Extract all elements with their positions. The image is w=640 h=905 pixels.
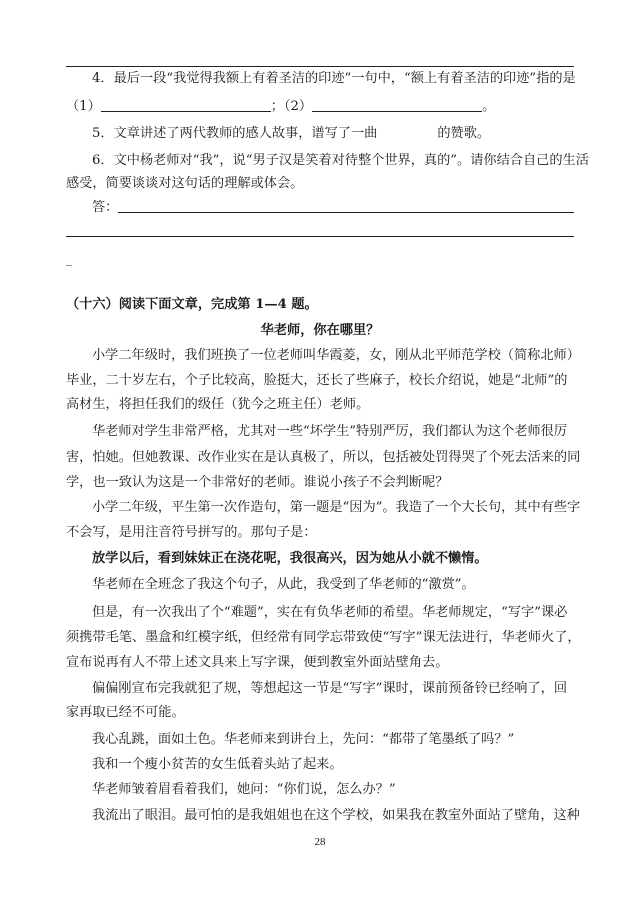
page-number: 28 bbox=[314, 836, 326, 848]
article-line: 我心乱跳，面如土色。华老师来到讲台上，先问：“都带了笔墨纸了吗？” bbox=[92, 732, 515, 747]
article-line: 须携带毛笔、墨盒和红模字纸，但经常有同学忘带致使“写字”课无法进行，华老师火了， bbox=[66, 630, 581, 645]
question-4: 4．最后一段“我觉得我额上有着圣洁的印迹”一句中，“额上有着圣洁的印迹”指的是 bbox=[92, 71, 576, 86]
answer-line bbox=[66, 198, 574, 218]
question-6-line-2: 感受，简要谈谈对这句话的理解或体会。 bbox=[66, 176, 304, 191]
article-line: 小学二年级时，我们班换了一位老师叫华霞菱，女，刚从北平师范学校（简称北师） bbox=[92, 348, 580, 363]
question-5 bbox=[66, 124, 574, 144]
q5-before: 5．文章讲述了两代教师的感人故事，谱写了一曲 bbox=[92, 126, 378, 141]
stray-underscore: _ bbox=[66, 252, 72, 266]
article-line: 不会写，是用注音符号拼写的。那句子是： bbox=[66, 525, 317, 540]
answer-field[interactable] bbox=[118, 199, 574, 213]
article-line: 我和一个瘦小贫苦的女生低着头站了起来。 bbox=[92, 757, 343, 772]
article-line: 毕业，二十岁左右，个子比较高，脸挺大，还长了些麻子，校长介绍说，她是“北师”的 bbox=[66, 373, 568, 388]
article-line: 我流出了眼泪。最可怕的是我姐姐也在这个学校，如果我在教室外面站了壁角，这种 bbox=[92, 808, 580, 823]
article-line: 害，怕她。但她教课、改作业实在是认真极了，所以，包括被处罚得哭了个死去活来的同 bbox=[66, 450, 581, 465]
article-line: 学，也一致认为这是一个非常好的老师。谁说小孩子不会判断呢？ bbox=[66, 475, 449, 490]
top-rule bbox=[66, 66, 574, 67]
answer-blank-2[interactable] bbox=[312, 98, 482, 112]
article-line: 宣布说再有人不带上述文具来上写字课，便到教室外面站壁角去。 bbox=[66, 655, 449, 670]
answer-label: 答： bbox=[92, 200, 119, 215]
article-line: 华老师皱着眉看着我们，她问：“你们说，怎么办？” bbox=[92, 782, 396, 797]
blank-separator: ；（2） bbox=[270, 99, 313, 114]
question-4-blanks bbox=[66, 97, 574, 117]
article-line: 华老师在全班念了我这个句子，从此，我受到了华老师的“激赏”。 bbox=[92, 577, 475, 592]
answer-blank-1[interactable] bbox=[101, 98, 271, 112]
article-title: 华老师，你在哪里？ bbox=[260, 323, 380, 338]
q5-after: 的赞歌。 bbox=[437, 126, 491, 141]
article-line: 小学二年级，平生第一次作造句，第一题是“因为”。我造了一个大长句，其中有些字 bbox=[92, 500, 581, 515]
question-6-line-1: 6．文中杨老师对“我”，说“男子汉是笑着对待整个世界，真的”。请你结合自己的生活 bbox=[92, 153, 589, 168]
section-heading: （十六）阅读下面文章，完成第 1—4 题。 bbox=[66, 297, 318, 312]
article-line: 放学以后，看到妹妹正在浇花呢，我很高兴，因为她从小就不懒惰。 bbox=[92, 551, 488, 566]
article-line: 但是，有一次我出了个“难题”，实在有负华老师的希望。华老师规定，“写字”课必 bbox=[92, 605, 568, 620]
blank-end: 。 bbox=[482, 99, 496, 114]
article-line: 家再取已经不可能。 bbox=[66, 705, 185, 720]
blank-1-label: （1） bbox=[66, 99, 101, 114]
article-line: 华老师对学生非常严格，尤其对一些“坏学生”特别严厉，我们都认为这个老师很厉 bbox=[92, 424, 568, 439]
article-line: 高材生，将担任我们的级任（犹今之班主任）老师。 bbox=[66, 397, 370, 412]
answer-rule-2[interactable] bbox=[66, 236, 574, 237]
article-line: 偏偏刚宣布完我就犯了规，等想起这一节是“写字”课时，课前预备铃已经响了，回 bbox=[92, 681, 568, 696]
